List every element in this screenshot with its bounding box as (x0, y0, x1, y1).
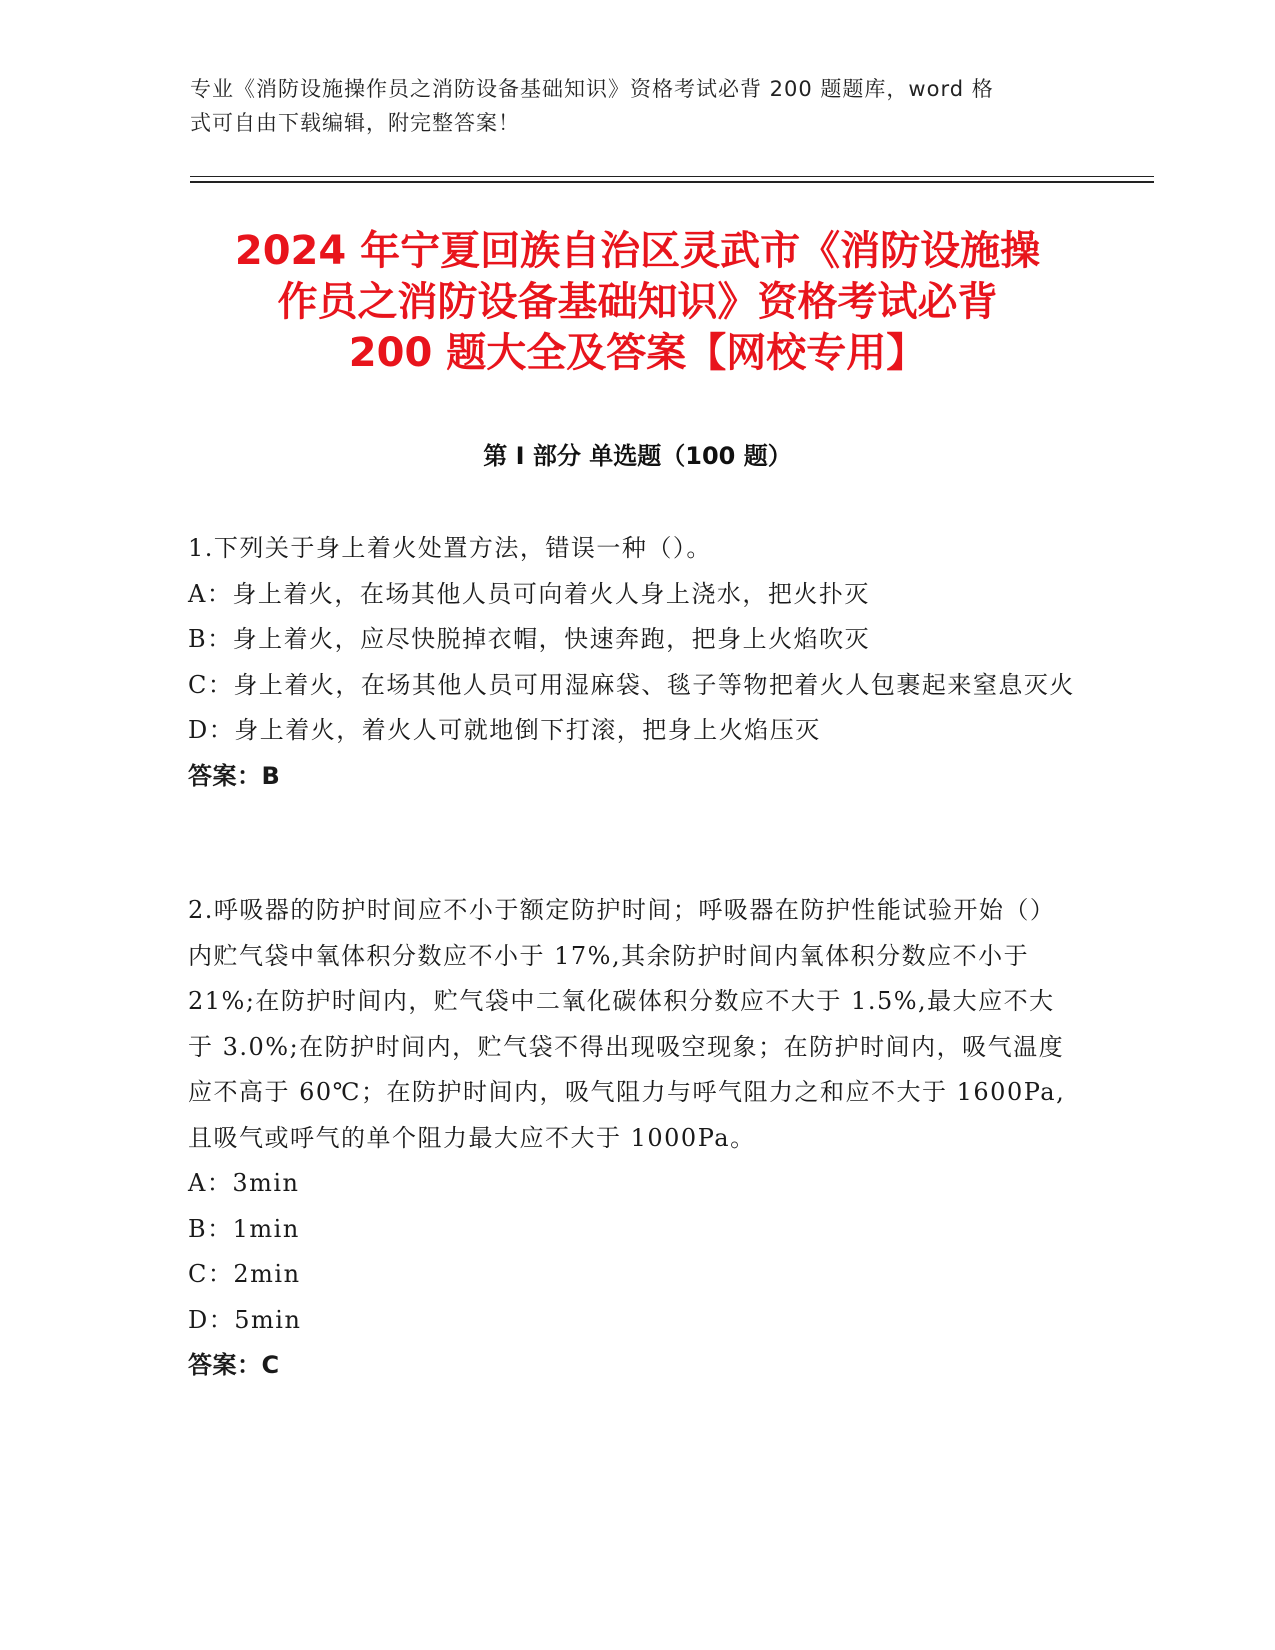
section-title: 第 I 部分 单选题（100 题） (483, 442, 792, 470)
answer: 答案：B (188, 761, 281, 790)
title-line2: 作员之消防设备基础知识》资格考试必背 (277, 279, 998, 325)
question-text: 1.下列关于身上着火处置方法，错误一种（）。 (188, 534, 712, 562)
option-d: D：5min (188, 1305, 302, 1334)
header-divider-thin (190, 176, 1154, 177)
option-c: C：2min (188, 1260, 301, 1288)
title-line1: 2024 年宁夏回族自治区灵武市《消防设施操 (234, 228, 1041, 274)
header-note-line1: 专业《消防设施操作员之消防设备基础知识》资格考试必背 200 题题库，word 格 (190, 77, 994, 101)
option-d: D：身上着火，着火人可就地倒下打滚，把身上火焰压灭 (188, 716, 821, 744)
header-note-line2: 式可自由下载编辑，附完整答案！ (190, 111, 520, 135)
question-text: 2.呼吸器的防护时间应不小于额定防护时间；呼吸器在防护性能试验开始（）内贮气袋中氧体积分数应不小于 17%,其余防护时间内氧体积分数应不小于 21%;在防护时间内，贮气袋中二氧化碳体积分数应不大于 1.5%,最大应不大于 3.0%;在防护时间内，贮气袋不得出现吸空现象；在防护时间内，吸气温度应不高于 60℃；在防护时间内，吸气阻力与呼气阻力之和应不大于 1600Pa,且吸气或呼气的单个阻力最大应不大于 1000Pa。 (188, 896, 1066, 1152)
question-1 (188, 526, 1078, 799)
header-divider-thick (190, 181, 1154, 183)
option-c: C：身上着火，在场其他人员可用湿麻袋、毯子等物把着火人包裹起来窒息灭火 (188, 670, 1075, 699)
option-b: B：1min (188, 1214, 300, 1243)
option-a: A：身上着火，在场其他人员可向着火人身上浇水，把火扑灭 (188, 579, 870, 608)
header-note (190, 72, 1070, 140)
title-line3: 200 题大全及答案【网校专用】 (348, 330, 927, 376)
option-a: A：3min (188, 1169, 300, 1197)
answer: 答案：C (188, 1351, 280, 1379)
question-2 (188, 888, 1078, 1389)
document-title (150, 226, 1125, 379)
option-b: B：身上着火，应尽快脱掉衣帽，快速奔跑，把身上火焰吹灭 (188, 625, 871, 653)
